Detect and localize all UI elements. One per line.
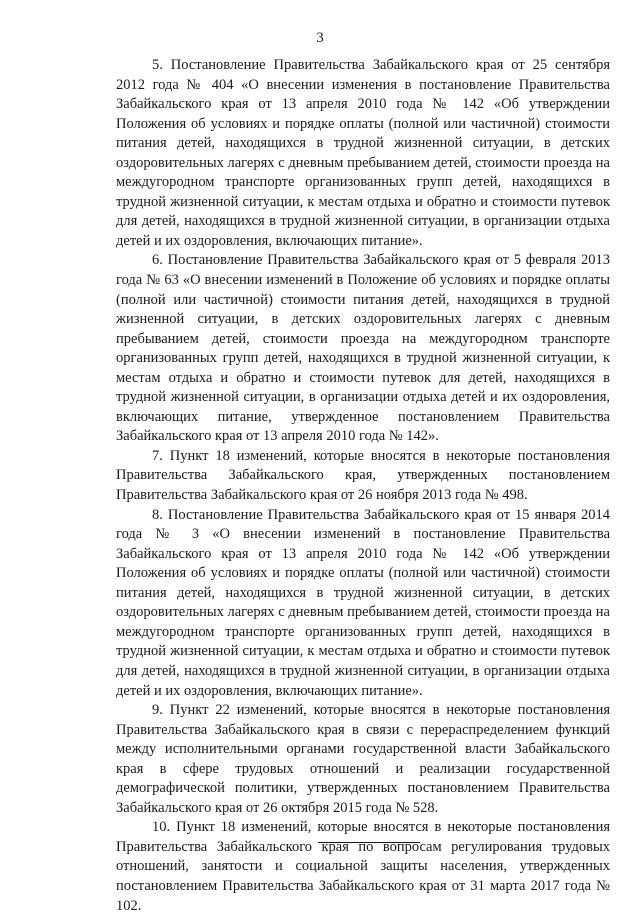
list-item-7: 7. Пункт 18 изменений, которые вносятся в некоторые постановления Правительства Забайкальского края, утвержденных постановлением Правительства Забайкальского края от 26 ноября 2013 года № 498. — [116, 447, 610, 504]
list-item-8: 8. Постановление Правительства Забайкальского края от 15 января 2014 года № 3 «О внесении изменений в постановление Правительства Забайкальского края от 13 апреля 2010 года № 142 «Об утверждении Положения об условиях и порядке оплаты (полной или частичной) стоимости питания детей, находящихся в трудной жизненной ситуации, в детских оздоровительных лагерях с дневным пребыванием детей, стоимости проезда на междугородном транспорте организованных групп детей, находящихся в трудной жизненной ситуации, к местам отдыха и обратно и стоимости путевок для детей, находящихся в трудной жизненной ситуации, в организации отдыха детей и их оздоровления, включающих питание». — [116, 506, 610, 699]
list-item-9: 9. Пункт 22 изменений, которые вносятся в некоторые постановления Правительства Забайкальского края в связи с перераспределением функций между исполнительными органами государственной власти Забайкальского края в сфере трудовых отношений и реализации государственной демографической политики, утвержденных постановлением Правительства Забайкальского края от 26 октября 2015 года № 528. — [116, 702, 610, 816]
page-number: 3 — [316, 30, 324, 46]
document-body — [116, 56, 610, 916]
list-item-6: 6. Постановление Правительства Забайкальского края от 5 февраля 2013 года № 63 «О внесении изменений в Положение об условиях и порядке оплаты (полной или частичной) стоимости питания детей, находящихся в трудной жизненной ситуации, в детских оздоровительных лагерях с дневным пребыванием детей, стоимости проезда на междугородном транспорте организованных групп детей, находящихся в трудной жизненной ситуации, к местам отдыха и обратно и стоимости путевок для детей, находящихся в трудной жизненной ситуации, в организации отдыха детей и их оздоровления, включающих питание, утвержденное постановлением Правительства Забайкальского края от 13 апреля 2010 года № 142». — [116, 252, 610, 445]
end-of-document-rule — [318, 842, 420, 843]
list-item-5: 5. Постановление Правительства Забайкальского края от 25 сентября 2012 года № 404 «О внесении изменения в постановление Правительства Забайкальского края от 13 апреля 2010 года № 142 «Об утверждении Положения об условиях и порядке оплаты (полной или частичной) стоимости питания детей, находящихся в трудной жизненной ситуации, в детских оздоровительных лагерях с дневным пребыванием детей, стоимости проезда на междугородном транспорте организованных групп детей, находящихся в трудной жизненной ситуации, к местам отдыха и обратно и стоимости путевок для детей, находящихся в трудной жизненной ситуации, в организации отдыха детей и их оздоровления, включающих питание». — [116, 57, 610, 249]
list-item-10: 10. Пункт 18 изменений, которые вносятся в некоторые постановления Правительства Забайкальского края по вопросам регулирования трудовых отношений, занятости и социальной защиты населения, утвержденных постановлением Правительства Забайкальского края от 31 марта 2017 года № 102. — [116, 819, 610, 914]
